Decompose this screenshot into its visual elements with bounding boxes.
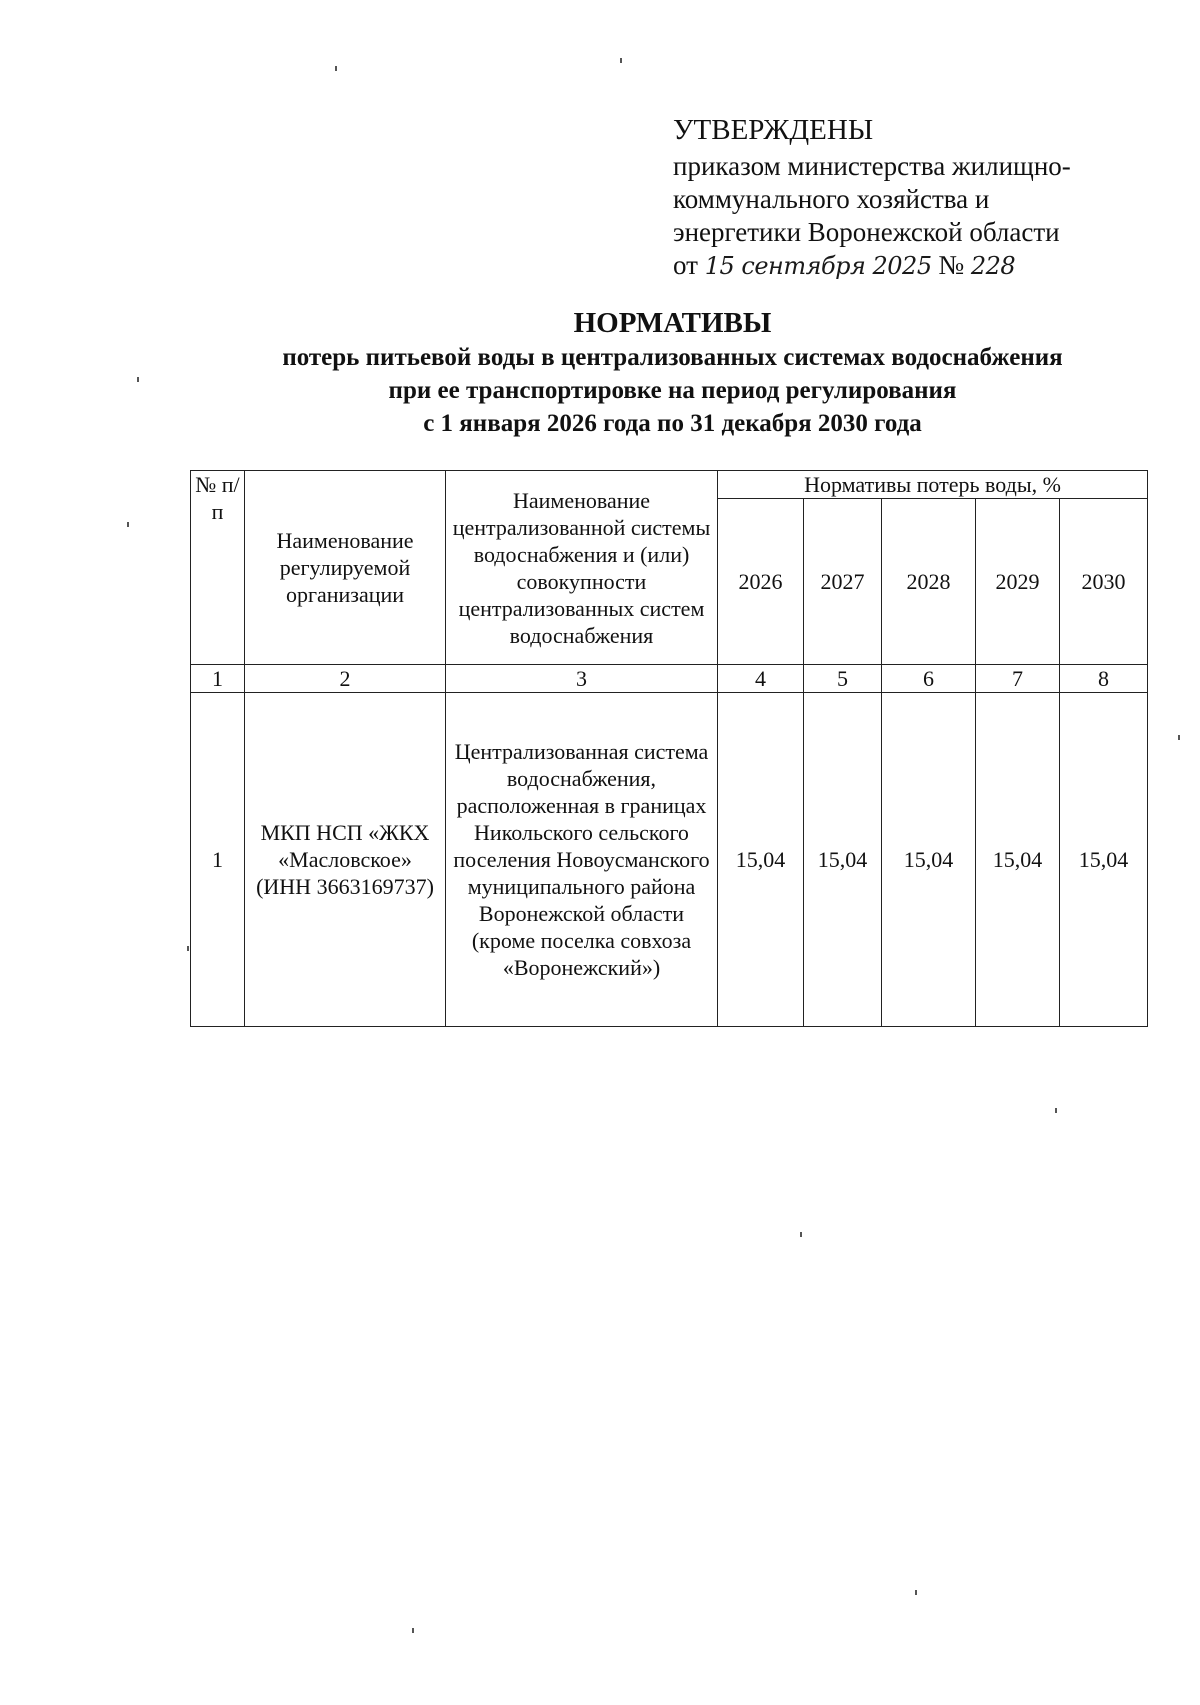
column-number: 6 (882, 665, 976, 693)
scan-speck (800, 1232, 802, 1237)
column-number: 1 (191, 665, 245, 693)
header-norms-group: Нормативы потерь воды, % (718, 471, 1148, 499)
column-number: 2 (245, 665, 446, 693)
scan-speck (187, 946, 189, 951)
approval-line: приказом министерства жилищно- (673, 151, 1071, 181)
scan-speck (335, 66, 337, 71)
header-year: 2026 (718, 499, 804, 665)
approval-line: энергетики Воронежской области (673, 217, 1060, 247)
header-year: 2028 (882, 499, 976, 665)
column-number: 8 (1060, 665, 1148, 693)
scan-speck (620, 58, 622, 63)
column-number: 3 (446, 665, 718, 693)
document-title (190, 305, 1155, 440)
row-value: 15,04 (976, 693, 1060, 1027)
approval-heading: УТВЕРЖДЕНЫ (673, 114, 874, 146)
approval-line: коммунального хозяйства и (673, 184, 990, 214)
column-number: 5 (804, 665, 882, 693)
date-prefix: от (673, 250, 698, 280)
title-sub-line: с 1 января 2026 года по 31 декабря 2030 года (423, 410, 922, 437)
header-year: 2029 (976, 499, 1060, 665)
scan-speck (127, 522, 129, 527)
column-number: 4 (718, 665, 804, 693)
scan-speck (137, 377, 139, 382)
scan-speck (915, 1590, 917, 1595)
column-number: 7 (976, 665, 1060, 693)
row-value: 15,04 (1060, 693, 1148, 1027)
row-value: 15,04 (718, 693, 804, 1027)
scan-speck (412, 1628, 414, 1633)
table-header-row (191, 471, 1148, 499)
title-main: НОРМАТИВЫ (573, 307, 772, 339)
table-row (191, 693, 1148, 1027)
row-org: МКП НСП «ЖКХ «Масловское» (ИНН 3663169737) (245, 693, 446, 1027)
row-value: 15,04 (882, 693, 976, 1027)
scan-speck (1055, 1108, 1057, 1113)
handwritten-number: 228 (970, 252, 1016, 280)
column-number-row (191, 665, 1148, 693)
header-num: № п/п (191, 471, 245, 665)
title-sub-line: потерь питьевой воды в централизованных системах водоснабжения (282, 344, 1063, 371)
number-label: № (938, 250, 965, 280)
header-year: 2027 (804, 499, 882, 665)
row-num: 1 (191, 693, 245, 1027)
title-sub-line: при ее транспортировке на период регулирования (388, 377, 957, 404)
header-org: Наименование регулируемой организации (245, 471, 446, 665)
handwritten-date: 15 сентября 2025 (704, 252, 932, 280)
row-system: Централизованная система водоснабжения, расположенная в границах Никольского сельского поселения Новоусманского муниципального района Воронежской области (кроме поселка совхоза «Воронежский») (446, 693, 718, 1027)
scan-speck (1178, 735, 1180, 740)
row-value: 15,04 (804, 693, 882, 1027)
header-year: 2030 (1060, 499, 1148, 665)
approval-date-line (673, 249, 1173, 283)
approval-block (673, 112, 1173, 283)
norms-table (190, 470, 1148, 1027)
header-system: Наименование централизованной системы водоснабжения и (или) совокупности централизованных систем водоснабжения (446, 471, 718, 665)
